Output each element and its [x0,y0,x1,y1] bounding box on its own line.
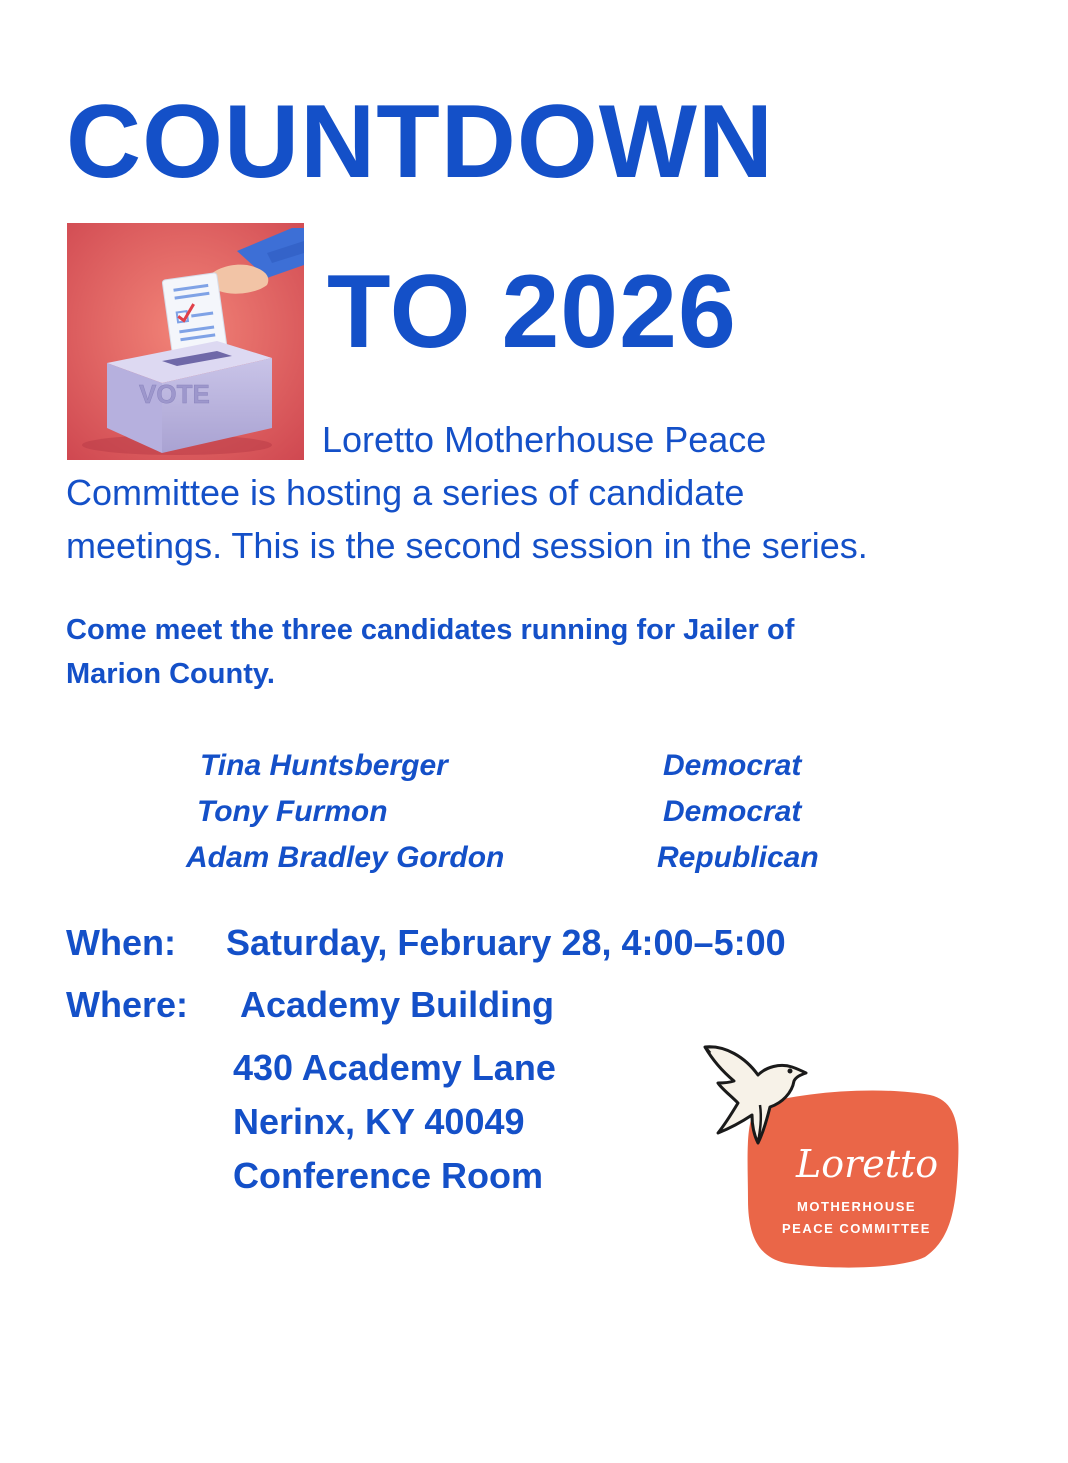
title-line-2: TO 2026 [327,254,737,370]
candidates-intro-line-2: Marion County. [66,658,275,690]
candidate-party: Republican [657,841,819,874]
loretto-logo [700,1035,962,1271]
candidate-name: Adam Bradley Gordon [186,841,505,874]
when-label: When: [66,922,176,963]
logo-line-2: PEACE COMMITTEE [782,1221,931,1236]
logo-name: Loretto [796,1142,939,1186]
candidate-name: Tony Furmon [197,795,388,828]
address-line-3: Conference Room [233,1155,544,1196]
intro-line-3: meetings. This is the second session in the series. [66,525,868,566]
logo-line-1: MOTHERHOUSE [797,1199,917,1214]
ballot-box-icon [67,223,304,460]
candidates-intro-line-1: Come meet the three candidates running for Jailer of [66,614,795,646]
candidate-party: Democrat [663,795,802,828]
candidate-party: Democrat [663,749,802,782]
when-value: Saturday, February 28, 4:00–5:00 [226,922,786,963]
vote-label: VOTE [139,379,210,409]
title-line-1: COUNTDOWN [66,84,775,200]
candidates-intro [66,608,794,696]
where-label: Where: [66,984,189,1025]
address-line-2: Nerinx, KY 40049 [233,1101,525,1142]
where-value: Academy Building [240,984,555,1025]
address-line-1: 430 Academy Lane [233,1047,556,1088]
intro-line-1: Loretto Motherhouse Peace [322,419,767,460]
intro-line-2: Committee is hosting a series of candidate [66,472,745,513]
candidate-name: Tina Huntsberger [200,749,448,782]
